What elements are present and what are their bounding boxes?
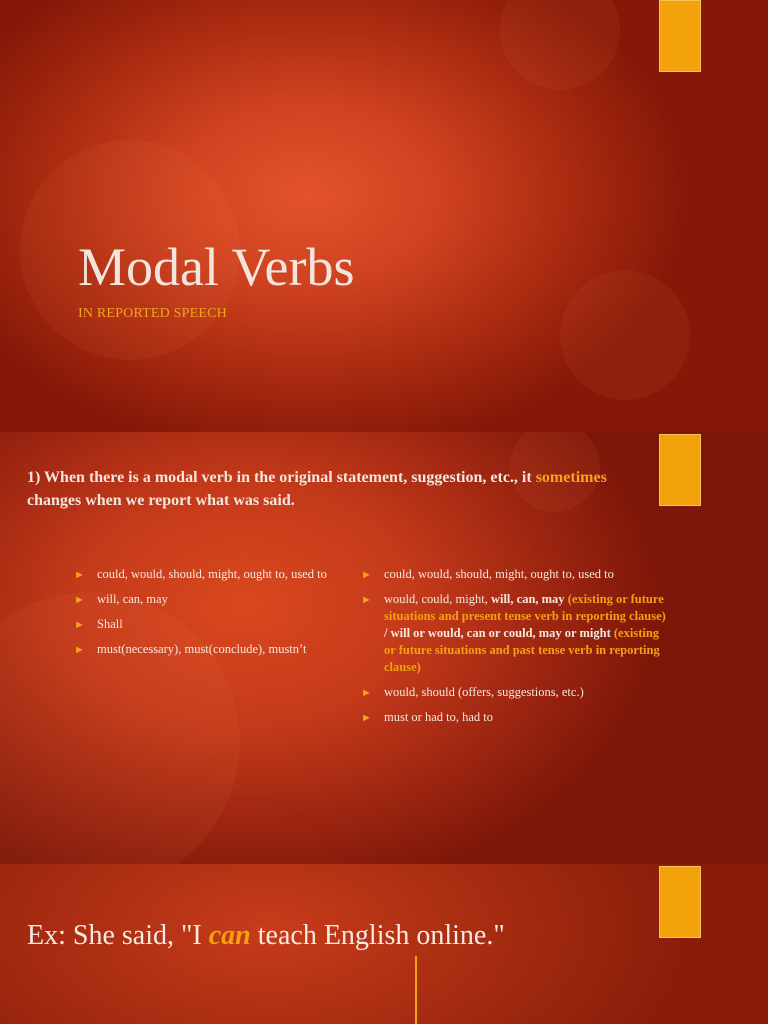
example-sentence [27,920,505,952]
list-item-text: must or had to, had to [384,710,494,724]
intro-text [27,466,607,512]
example-slide [0,864,768,1024]
bullet-arrow-icon: ► [74,569,85,581]
example-modal: can [208,920,251,951]
slide-subtitle: IN REPORTED SPEECH [78,306,227,321]
list-item [361,566,666,583]
text-cursor-line [415,956,417,1024]
right-bullet-list [361,566,666,734]
bold-modals: will, can, may [490,592,565,606]
list-item [361,709,666,726]
intro-highlight: sometimes [535,469,607,486]
accent-tab [659,0,701,72]
plain-text: would, could, might, [384,592,491,606]
example-suffix: teach English online." [250,920,505,951]
list-item [361,684,666,701]
bokeh-decoration [500,0,620,90]
left-bullet-list [74,566,349,666]
example-prefix: Ex: She said, "I [27,920,209,951]
bullet-arrow-icon: ► [74,619,85,631]
list-item [74,641,349,658]
intro-suffix: changes when we report what was said. [27,492,295,509]
bullet-arrow-icon: ► [74,594,85,606]
bullet-arrow-icon: ► [361,569,372,581]
bokeh-decoration [560,270,690,400]
list-item-text: could, would, should, might, ought to, used to [97,567,327,581]
list-item [74,591,349,608]
list-item-text: could, would, should, might, ought to, used to [384,567,614,581]
bullet-arrow-icon: ► [361,594,372,606]
list-item [74,616,349,633]
list-item [74,566,349,583]
slide-title: Modal Verbs [78,237,355,297]
accent-tab [659,866,701,938]
content-slide [0,432,768,864]
title-slide [0,0,768,432]
list-item-text: will, can, may [97,592,168,606]
orange-note: (existing or future situations and past tense verb in reporting clause) [384,626,660,674]
list-item-text: would, should (offers, suggestions, etc.) [384,685,584,699]
bullet-arrow-icon: ► [361,687,372,699]
accent-tab [659,434,701,506]
list-item-text: must(necessary), must(conclude), mustn’t [97,642,307,656]
bold-modals: / will or would, can or could, may or might [384,626,611,640]
bullet-arrow-icon: ► [361,712,372,724]
intro-prefix: 1) When there is a modal verb in the original statement, suggestion, etc., it [27,469,536,486]
orange-note: (existing or future situations and present tense verb in reporting clause) [384,592,666,623]
list-item-text [384,592,666,674]
list-item [361,591,666,676]
list-item-text: Shall [97,617,123,631]
bullet-arrow-icon: ► [74,644,85,656]
